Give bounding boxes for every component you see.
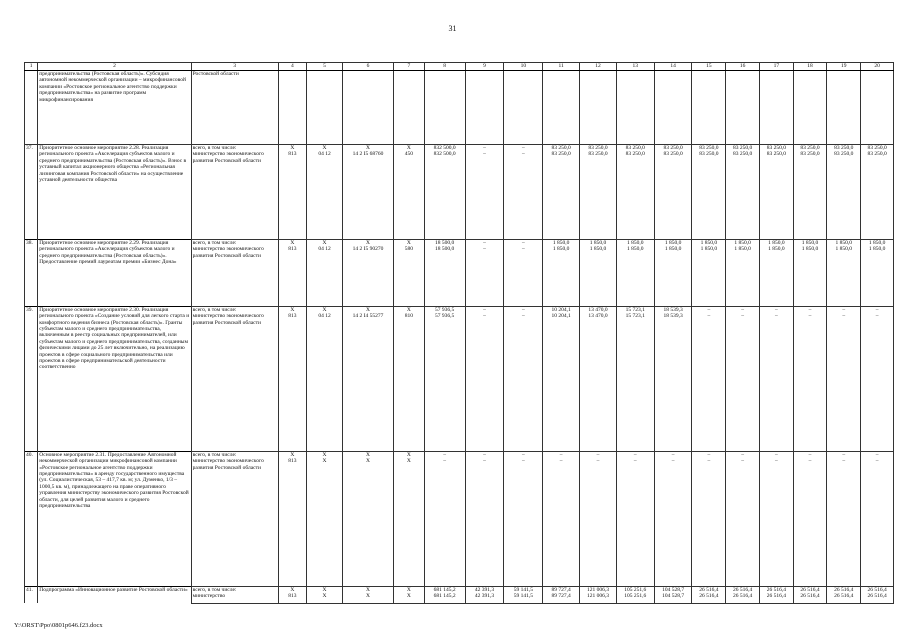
grbs-cell: X	[278, 451, 307, 458]
amount-cell: 83 250,0	[692, 151, 726, 239]
table-row	[25, 451, 894, 458]
grbs-cell: X	[278, 145, 307, 152]
amount-cell: –	[793, 313, 827, 451]
amount-cell: 1 850,0	[759, 239, 793, 246]
amount-cell: 26 516,4	[827, 586, 861, 593]
amount-cell: 83 250,0	[827, 151, 861, 239]
amount-cell: 121 006,3	[580, 586, 617, 593]
executor-cell: министерство	[191, 593, 278, 603]
rzpr-cell: X	[307, 593, 343, 603]
column-number: 13	[616, 63, 654, 71]
amount-cell: –	[465, 151, 504, 239]
grbs-cell: 813	[278, 246, 307, 306]
amount-cell: –	[726, 313, 760, 451]
column-number: 14	[654, 63, 692, 71]
amount-cell: 681 145,2	[424, 593, 465, 603]
vr-cell: X	[394, 451, 425, 458]
vr-cell: X	[394, 458, 425, 586]
csr-cell: X	[342, 451, 393, 458]
amount-cell: –	[793, 451, 827, 458]
amount-cell: 26 516,4	[692, 593, 726, 603]
amount-cell: –	[692, 306, 726, 313]
amount-cell: –	[465, 458, 504, 586]
amount-cell: –	[424, 458, 465, 586]
amount-cell: 10 204,1	[543, 313, 580, 451]
amount-cell: 26 516,4	[726, 586, 760, 593]
page-number: 31	[448, 24, 457, 33]
amount-cell: –	[759, 458, 793, 586]
measure-name-cell: Приоритетное основное мероприятие 2.30. Реализация регионального проекта «Создание условий для легкого старта и комфортного ведения бизнеса (Ростовская область)». Гранты субъектам малого и среднего предпринимательства, включенным в реестр социальных предпринимателей, или субъектам малого и среднего предпринимательства, созданным физическими лицами до 25 лет включительно, на реализацию проектов в сфере социального предпринимательства или проектов в сфере предпринимательской деятельности соответственно	[38, 306, 191, 451]
column-number: 15	[692, 63, 726, 71]
rzpr-cell: X	[307, 239, 343, 246]
amount-cell: 59 141,5	[504, 586, 543, 593]
budget-table	[24, 62, 894, 604]
row-number-cell: 40.	[25, 451, 38, 586]
amount-cell: 13 470,0	[580, 313, 617, 451]
amount-cell: –	[861, 451, 894, 458]
amount-cell: –	[580, 458, 617, 586]
executor-cell: всего, в том числе:	[191, 145, 278, 152]
grbs-cell: 813	[278, 313, 307, 451]
column-number: 19	[827, 63, 861, 71]
column-number: 9	[465, 63, 504, 71]
amount-cell: –	[465, 246, 504, 306]
amount-cell: 1 850,0	[759, 246, 793, 306]
amount-cell: 105 251,6	[616, 586, 654, 593]
amount-cell: 26 516,4	[759, 593, 793, 603]
amount-cell: 105 251,6	[616, 593, 654, 603]
measure-name-cell: предпринимательства (Ростовская область)». Субсидия автономной некоммерческой организации – микрофинансовой компании «Ростовское региональное агентство поддержки предпринимательства» на развитие программ микрофинансирования	[38, 71, 191, 145]
amount-cell: –	[424, 451, 465, 458]
grbs-cell: X	[278, 239, 307, 246]
amount-cell: –	[465, 145, 504, 152]
column-number: 16	[726, 63, 760, 71]
amount-cell: 83 250,0	[580, 145, 617, 152]
csr-cell: X	[342, 306, 393, 313]
amount-cell: 83 250,0	[759, 145, 793, 152]
amount-cell: 1 850,0	[861, 246, 894, 306]
row-number-cell: 41.	[25, 586, 38, 603]
amount-cell: 83 250,0	[793, 151, 827, 239]
amount-cell: –	[827, 313, 861, 451]
vr-cell: X	[394, 239, 425, 246]
rzpr-cell: 04 12	[307, 313, 343, 451]
csr-cell: X	[342, 145, 393, 152]
csr-cell: 14 2 I5 68760	[342, 151, 393, 239]
measure-name-cell: Подпрограмма «Инновационное развитие Ростовской области»	[38, 586, 191, 603]
amount-cell: –	[827, 458, 861, 586]
csr-cell: X	[342, 586, 393, 593]
amount-cell: 26 516,4	[861, 586, 894, 593]
column-number: 8	[424, 63, 465, 71]
amount-cell: –	[759, 451, 793, 458]
amount-cell: 1 850,0	[726, 239, 760, 246]
grbs-cell: 813	[278, 593, 307, 603]
amount-cell: 18 500,0	[424, 239, 465, 246]
amount-cell: 1 850,0	[580, 239, 617, 246]
amount-cell: 26 516,4	[827, 593, 861, 603]
rzpr-cell: X	[307, 586, 343, 593]
amount-cell: 1 850,0	[692, 246, 726, 306]
amount-cell: –	[759, 306, 793, 313]
amount-cell: –	[692, 313, 726, 451]
amount-cell: –	[504, 306, 543, 313]
amount-cell: 13 470,0	[580, 306, 617, 313]
row-number-cell: 38.	[25, 239, 38, 306]
grbs-cell: X	[278, 306, 307, 313]
executor-cell: министерство экономического развития Ростовской области	[191, 151, 278, 239]
rzpr-cell: X	[307, 306, 343, 313]
measure-name-cell: Основное мероприятие 2.31. Предоставление Автономной некоммерческой организации микрофинансовой компании «Ростовское региональное агентство поддержки предпринимательства» в аренду государственного имущества (ул. Социалистическая, 53 – 417,7 кв. м; ул. Думенко, 1/3 – 1000,5 кв. м), принадлежащего на праве оперативного управления министерству экономического развития Ростовской области, для целей развития малого и среднего предпринимательства	[38, 451, 191, 586]
column-number: 18	[793, 63, 827, 71]
amount-cell: 42 391,3	[465, 593, 504, 603]
row-number-cell: 37.	[25, 145, 38, 240]
column-number: 10	[504, 63, 543, 71]
amount-cell: –	[465, 313, 504, 451]
amount-cell: –	[616, 451, 654, 458]
amount-cell: –	[726, 451, 760, 458]
amount-cell: –	[580, 451, 617, 458]
grbs-cell: X	[278, 586, 307, 593]
amount-cell: 83 250,0	[616, 151, 654, 239]
amount-cell: 832 500,0	[424, 145, 465, 152]
column-number: 17	[759, 63, 793, 71]
amount-cell: 1 850,0	[543, 239, 580, 246]
amount-cell: 1 850,0	[616, 239, 654, 246]
amount-cell: –	[616, 458, 654, 586]
amount-cell: 26 516,4	[861, 593, 894, 603]
amount-cell: –	[504, 145, 543, 152]
amount-cell: 83 250,0	[726, 151, 760, 239]
measure-name-cell: Приоритетное основное мероприятие 2.28. Реализация регионального проекта «Акселерация субъектов малого и среднего предпринимательства (Ростовская область)». Взнос в уставный капитал акционерного общества «Региональная лизинговая компания Ростовской области» на осуществление уставной деятельности общества	[38, 145, 191, 240]
amount-cell: 26 516,4	[759, 586, 793, 593]
vr-cell: X	[394, 306, 425, 313]
amount-cell: 83 250,0	[654, 151, 692, 239]
executor-cell: министерство экономического развития Ростовской области	[191, 246, 278, 306]
column-number-row	[25, 63, 894, 71]
amount-cell: 1 850,0	[726, 246, 760, 306]
amount-cell: 26 516,4	[793, 593, 827, 603]
amount-cell: 104 528,7	[654, 586, 692, 593]
amount-cell: 10 204,1	[543, 306, 580, 313]
amount-cell: 15 723,1	[616, 306, 654, 313]
amount-cell: 83 250,0	[616, 145, 654, 152]
amount-cell: –	[504, 451, 543, 458]
executor-cell: всего, в том числе:	[191, 306, 278, 313]
amount-cell: 1 850,0	[692, 239, 726, 246]
column-number: 7	[394, 63, 425, 71]
amount-cell: 59 141,5	[504, 593, 543, 603]
amount-cell: –	[654, 451, 692, 458]
amount-cell: 83 250,0	[861, 145, 894, 152]
amount-cell: 681 145,2	[424, 586, 465, 593]
rzpr-cell: X	[307, 458, 343, 586]
amount-cell: 1 850,0	[654, 239, 692, 246]
amount-cell: 83 250,0	[861, 151, 894, 239]
file-path-footer: Y:\ORST\Ppo\0801p646.f23.docx	[14, 622, 103, 629]
measure-name-cell: Приоритетное основное мероприятие 2.29. Реализация регионального проекта «Акселерация субъектов малого и среднего предпринимательства (Ростовская область)». Предоставление премий лауреатам премии «Бизнес Дона»	[38, 239, 191, 306]
amount-cell: –	[543, 458, 580, 586]
amount-cell: 1 850,0	[616, 246, 654, 306]
table-row	[25, 145, 894, 152]
amount-cell: –	[465, 451, 504, 458]
amount-cell: 1 850,0	[861, 239, 894, 246]
amount-cell: –	[759, 313, 793, 451]
amount-cell: 57 936,5	[424, 306, 465, 313]
amount-cell: –	[861, 458, 894, 586]
amount-cell: 15 723,1	[616, 313, 654, 451]
amount-cell: –	[861, 306, 894, 313]
amount-cell: 26 516,4	[692, 586, 726, 593]
executor-cell: министерство экономического развития Ростовской области	[191, 458, 278, 586]
column-number: 11	[543, 63, 580, 71]
amount-cell: 83 250,0	[692, 145, 726, 152]
amount-cell: 832 500,0	[424, 151, 465, 239]
amount-cell: –	[692, 451, 726, 458]
executor-cell: Ростовской области	[191, 71, 278, 145]
column-number: 2	[38, 63, 191, 71]
column-number: 6	[342, 63, 393, 71]
amount-cell: –	[827, 451, 861, 458]
vr-cell: X	[394, 586, 425, 593]
amount-cell: –	[861, 313, 894, 451]
amount-cell: 83 250,0	[759, 151, 793, 239]
row-number-cell	[25, 71, 38, 145]
amount-cell: 83 250,0	[543, 151, 580, 239]
amount-cell: 121 006,3	[580, 593, 617, 603]
amount-cell: 104 528,7	[654, 593, 692, 603]
continuation-row	[25, 71, 894, 145]
amount-cell: 1 850,0	[827, 246, 861, 306]
grbs-cell: 813	[278, 151, 307, 239]
executor-cell: всего, в том числе:	[191, 239, 278, 246]
rzpr-cell: X	[307, 145, 343, 152]
column-number: 12	[580, 63, 617, 71]
amount-cell: –	[504, 239, 543, 246]
amount-cell: –	[692, 458, 726, 586]
executor-cell: министерство экономического развития Ростовской области	[191, 313, 278, 451]
rzpr-cell: 04 12	[307, 151, 343, 239]
amount-cell: –	[793, 458, 827, 586]
vr-cell: 450	[394, 151, 425, 239]
amount-cell: 83 250,0	[827, 145, 861, 152]
amount-cell: 83 250,0	[654, 145, 692, 152]
column-number: 20	[861, 63, 894, 71]
executor-cell: всего, в том числе:	[191, 586, 278, 593]
vr-cell: X	[394, 145, 425, 152]
amount-cell: 26 516,4	[793, 586, 827, 593]
amount-cell: –	[726, 458, 760, 586]
amount-cell: –	[827, 306, 861, 313]
csr-cell: 14 2 I5 90270	[342, 246, 393, 306]
table-row	[25, 306, 894, 313]
csr-cell: 14 2 I4 55277	[342, 313, 393, 451]
amount-cell: –	[504, 458, 543, 586]
csr-cell: X	[342, 239, 393, 246]
amount-cell: 1 850,0	[827, 239, 861, 246]
grbs-cell: 813	[278, 458, 307, 586]
amount-cell: 83 250,0	[580, 151, 617, 239]
table-row	[25, 586, 894, 593]
amount-cell: 89 727,4	[543, 586, 580, 593]
amount-cell: 83 250,0	[793, 145, 827, 152]
amount-cell: –	[543, 451, 580, 458]
amount-cell: 18 539,3	[654, 306, 692, 313]
amount-cell: 89 727,4	[543, 593, 580, 603]
amount-cell: 18 539,3	[654, 313, 692, 451]
amount-cell: 42 391,3	[465, 586, 504, 593]
csr-cell: X	[342, 458, 393, 586]
amount-cell: 18 500,0	[424, 246, 465, 306]
vr-cell: 810	[394, 313, 425, 451]
amount-cell: 1 850,0	[793, 246, 827, 306]
amount-cell: 1 850,0	[580, 246, 617, 306]
amount-cell: 1 850,0	[793, 239, 827, 246]
amount-cell: –	[465, 306, 504, 313]
csr-cell: X	[342, 593, 393, 603]
row-number-cell: 39.	[25, 306, 38, 451]
rzpr-cell: 04 12	[307, 246, 343, 306]
amount-cell: 26 516,4	[726, 593, 760, 603]
amount-cell: –	[504, 151, 543, 239]
column-number: 3	[191, 63, 278, 71]
column-number: 4	[278, 63, 307, 71]
amount-cell: 1 850,0	[654, 246, 692, 306]
vr-cell: 580	[394, 246, 425, 306]
amount-cell: 57 936,5	[424, 313, 465, 451]
amount-cell: –	[465, 239, 504, 246]
amount-cell: –	[793, 306, 827, 313]
executor-cell: всего, в том числе:	[191, 451, 278, 458]
amount-cell: –	[654, 458, 692, 586]
amount-cell: –	[504, 313, 543, 451]
column-number: 1	[25, 63, 38, 71]
amount-cell: –	[726, 306, 760, 313]
amount-cell: 83 250,0	[543, 145, 580, 152]
vr-cell: X	[394, 593, 425, 603]
table-row	[25, 239, 894, 246]
amount-cell: 1 850,0	[543, 246, 580, 306]
amount-cell: 83 250,0	[726, 145, 760, 152]
amount-cell: –	[504, 246, 543, 306]
table-body	[25, 63, 894, 604]
rzpr-cell: X	[307, 451, 343, 458]
column-number: 5	[307, 63, 343, 71]
